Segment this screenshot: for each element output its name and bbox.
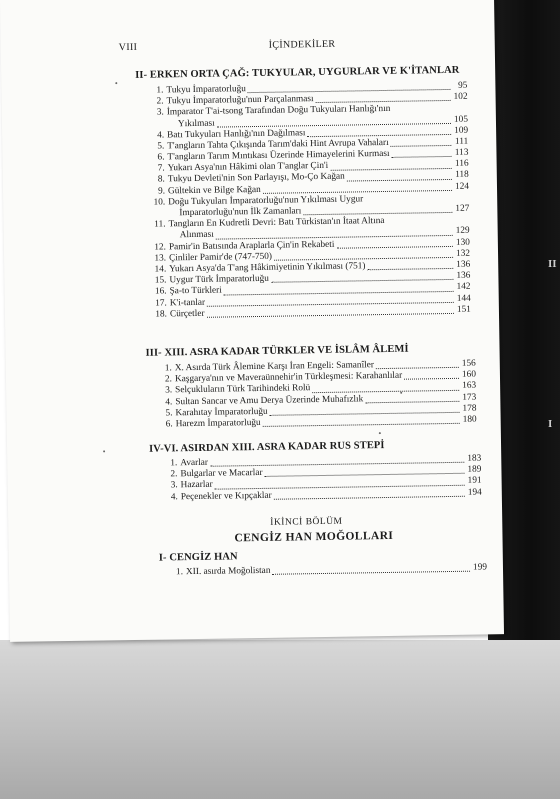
toc-entry: 1. X. Asırda Türk Âlemine Karşı İran Engeli: Samanîler 156: [164, 358, 476, 374]
toc-entry: 1. Avarlar 183: [170, 453, 482, 469]
toc-entry-line: 11. Tangların En Kudretli Devri: Batı Türkistan'ın İtaat Altına: [154, 216, 385, 230]
toc-entry: 4. Sultan Sancar ve Amu Derya Üzerinde Muhafızlık 173: [165, 392, 477, 407]
toc-entry: 2. Kaşgarya'nın ve Maveraünnehir'in Türkleşmesi: Karahanlılar 160: [164, 369, 477, 385]
toc-entry: 5. T'angların Tahta Çıkışında Tarım'daki Hint Avrupa Vahaları 111: [157, 136, 469, 152]
toc-entry: 14. Yukarı Asya'da T'ang Hâkimiyetinin Yıkılması (751) 136: [154, 259, 471, 275]
toc-entry: 5. Karahıtay İmparatorluğu 178: [165, 403, 477, 419]
toc-entry: 3. Selçukluların Türk Tarihindeki Rolü 163: [165, 380, 477, 396]
toc-entry: 7. Yukarı Asya'nın Hâkimi olan T'anglar Çin'i 116: [157, 158, 469, 174]
toc-list-section-iv-vi: [163, 453, 482, 503]
part-title: CENGİZ HAN MOĞOLLARI: [234, 529, 394, 545]
toc-entry: 1. XII. asırda Moğolistan 199: [175, 562, 488, 578]
running-title: İÇİNDEKİLER: [268, 38, 336, 51]
toc-entry: 6. T'angların Tarım Mıntıkası Üzerinde Himayelerini Kurması 113: [157, 147, 469, 163]
toc-entry-continuation: İmparatorluğu'nun İlk Zamanları 127: [179, 203, 470, 219]
toc-entry-line: 10. Doğu Tukyuları İmparatorluğu'nun Yıkılması Uygur: [153, 194, 364, 208]
toc-entry: 12. Pamir'in Batısında Araplarla Çin'in Rekabeti 130: [154, 237, 470, 253]
next-page-fragment: I: [548, 418, 553, 430]
toc-entry: 15. Uygur Türk İmparatorluğu 136: [154, 270, 471, 286]
toc-entry: 8. Tukyu Devleti'nin Son Parlayışı, Mo-Ço Kağan 118: [157, 170, 469, 186]
toc-entry-line: 3. İmparator T'ai-tsong Tarafından Doğu Tukyuları Hanlığı'nın: [156, 104, 391, 118]
toc-entry: 13. Çinliler Pamir'de (747-750) 132: [154, 248, 471, 264]
toc-list-section-ii: [149, 81, 471, 321]
scan-speck: [400, 392, 402, 394]
toc-entry: 6. Harezm İmparatorluğu 180: [165, 414, 477, 430]
toc-entry: 9. Gültekin ve Bilge Kağan 124: [157, 181, 470, 197]
toc-entry-continuation: Yıkılması 105: [177, 114, 469, 129]
toc-entry: 4. Peçenekler ve Kıpçaklar 194: [170, 487, 482, 502]
toc-entry: 16. Şa-to Türkleri 142: [154, 282, 471, 297]
scan-speck: [103, 450, 105, 452]
toc-entry-continuation: Alınması 129: [179, 226, 470, 241]
section-title-cengiz-han: I- CENGİZ HAN: [158, 551, 238, 564]
part-label: İKİNCİ BÖLÜM: [270, 516, 343, 528]
section-title-ii: II- ERKEN ORTA ÇAĞ: TUKYULAR, UYGURLAR VE K'İTANLAR: [135, 64, 460, 81]
toc-entry: 1. Tukyu İmparatorluğu 95: [156, 80, 468, 96]
toc-list-cengiz-han: [169, 562, 487, 578]
toc-entry: 4. Batı Tukyuları Hanlığı'nın Dağılması 109: [157, 125, 469, 141]
next-page-fragment: II: [548, 258, 557, 270]
section-title-iii: III- XIII. ASRA KADAR TÜRKLER VE İSLÂM ÂLEMİ: [145, 343, 409, 359]
toc-entry: 18. Cürçetler 151: [155, 304, 471, 320]
background-table-surface: [0, 640, 560, 799]
toc-entry: 17. K'i-tanlar 144: [155, 293, 471, 309]
scan-speck: [115, 82, 117, 84]
toc-entry: 2. Bulgarlar ve Macarlar 189: [170, 464, 482, 480]
page-header: [1, 36, 495, 58]
scan-speck: [379, 432, 381, 434]
toc-entry: 2. Tukyu İmparatorluğu'nun Parçalanması 102: [156, 91, 468, 107]
toc-entry: 3. Hazarlar 191: [170, 475, 482, 491]
page-number: VIII: [118, 41, 138, 54]
toc-list-section-iii: [158, 359, 477, 431]
section-title-iv-vi: IV-VI. ASIRDAN XIII. ASRA KADAR RUS STEPİ: [148, 440, 385, 455]
